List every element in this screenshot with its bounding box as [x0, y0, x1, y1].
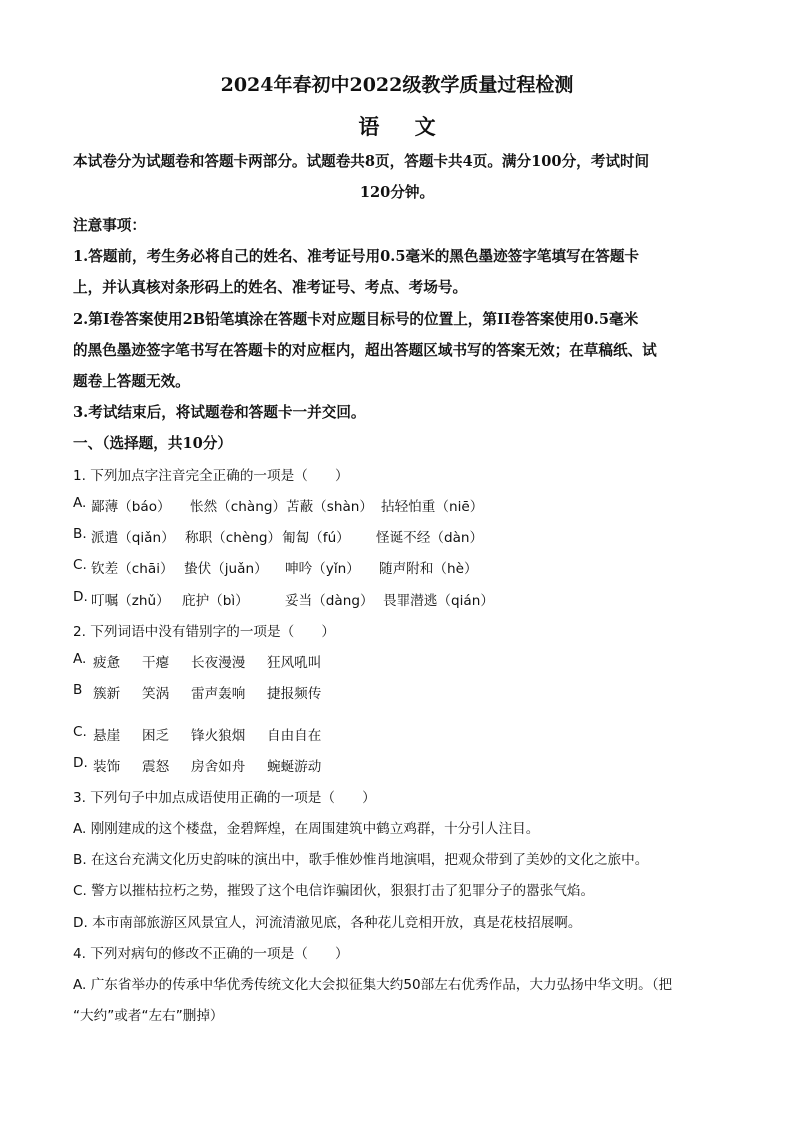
q3-option-c: C. 警方以摧枯拉朽之势，摧毁了这个电信诈骗团伙，狠狠打击了犯罪分子的嚣张气焰。 — [73, 883, 595, 899]
note-2-line-3: 题卷上答题无效。 — [73, 373, 190, 390]
note-3: 3.考试结束后，将试题卷和答题卡一并交回。 — [73, 404, 366, 421]
q1-stem: 1. 下列加点字注音完全正确的一项是（ ） — [73, 468, 349, 484]
q3-option-d: D. 本市南部旅游区风景宜人，河流清澈见底，各种花儿竞相开放，真是花枝招展啊。 — [73, 915, 582, 931]
subject-title: 语 文 — [358, 114, 450, 139]
q3-option-a: A. 刚刚建成的这个楼盘，金碧辉煌，在周围建筑中鹤立鸡群，十分引人注目。 — [73, 821, 540, 837]
q3-stem: 3. 下列句子中加点成语使用正确的一项是（ ） — [73, 790, 376, 806]
intro-line-1: 本试卷分为试题卷和答题卡两部分。试题卷共8页，答题卡共4页。满分100分，考试时间 — [73, 153, 650, 170]
q4-option-a-line-1: A. 广东省举办的传承中华优秀传统文化大会拟征集大约50部左右优秀作品，大力弘扬中华文明。（把 — [73, 977, 673, 993]
notes-heading: 注意事项： — [73, 217, 146, 234]
intro-line-2: 120分钟。 — [359, 184, 435, 201]
note-1-line-2: 上，并认真核对条形码上的姓名、准考证号、考点、考场号。 — [73, 279, 468, 296]
section-1-heading: 一、（选择题，共10分） — [73, 435, 232, 452]
exam-page: 2024年春初中2022级教学质量过程检测 语 文 本试卷分为试题卷和答题卡两部分。试题卷共8页，答题卡共4页。满分100分，考试时间 120分钟。 注意事项： 1.答题前，考生务必将自己的姓名、准考证号用0.5毫米的黑色墨迹签字笔填写在答题卡 上，并认真核对条形码上的姓名、准考证号、考点、考场号。 2.第Ⅰ卷答案使用2B铅笔填涂在答题卡对应题目标号的位置上，第II卷答案使用0.5毫米 的黑色墨迹签字笔书写在答题卡的对应框内，超出答题区域书写的答案无效；在草稿纸、试 题卷上答题无效。 3.考试结束后，将试题卷和答题卡一并交回。 一、（选择题，共10分） 1. 下列加点字注音完全正确的一项是（ ） A. 鄙薄（báo） 怅然（chàng） 苫蔽（shàn） 拈轻怕重（niē） B. 派遣（qiǎn） 称职（chèng） 匍匐（fú） 怪诞不经（dàn） C. 钦差（chāi） 蛰伏（juǎn） 呻吟（yǐn） 随声附和（hè） D. 叮嘱（zhǔ） 庇护（bì） 妥当（dàng） 畏罪潜逃（qián） 2. 下列词语中没有错别字的一项是（ ） A. 疲惫 干瘪 长夜漫漫 狂风吼叫 B 簇新 笑涡 雷声轰响 捷报频传 C. 悬崖 困乏 锋火狼烟 自由自在 D. 装饰 震怒 房舍如舟 蜿蜒游动 3. 下列句子中加点成语使用正确的一项是（ ） A. 刚刚建成的这个楼盘，金碧辉煌，在周围建筑中鹤立鸡群，十分引人注目。 B. 在这台充满文化历史韵味的演出中，歌手惟妙惟肖地演唱，把观众带到了美妙的文化之旅中。 C. 警方以摧枯拉朽之势，摧毁了这个电信诈骗团伙，狠狠打击了犯罪分子的嚣张气焰。 D. 本市南部旅游区风景宜人，河流清澈见底，各种花儿竞相开放，真是花枝招展啊。 4. 下列对病句的修改不正确的一项是（ ） A. 广东省举办的传承中华优秀传统文化大会拟征集大约50部左右优秀作品，大力弘扬中华文明。（把 “大约”或者“左右”删掉） — [0, 0, 794, 1123]
note-2-line-2: 的黑色墨迹签字笔书写在答题卡的对应框内，超出答题区域书写的答案无效；在草稿纸、试 — [73, 342, 657, 359]
note-2-line-1: 2.第Ⅰ卷答案使用2B铅笔填涂在答题卡对应题目标号的位置上，第II卷答案使用0.5毫米 — [73, 311, 639, 328]
q4-stem: 4. 下列对病句的修改不正确的一项是（ ） — [73, 946, 349, 962]
q2-stem: 2. 下列词语中没有错别字的一项是（ ） — [73, 624, 335, 640]
q3-option-b: B. 在这台充满文化历史韵味的演出中，歌手惟妙惟肖地演唱，把观众带到了美妙的文化之旅中。 — [73, 852, 649, 868]
note-1-line-1: 1.答题前，考生务必将自己的姓名、准考证号用0.5毫米的黑色墨迹签字笔填写在答题卡 — [73, 248, 640, 265]
exam-title: 2024年春初中2022级教学质量过程检测 — [220, 74, 574, 96]
q4-option-a-line-2: “大约”或者“左右”删掉） — [73, 1008, 224, 1024]
